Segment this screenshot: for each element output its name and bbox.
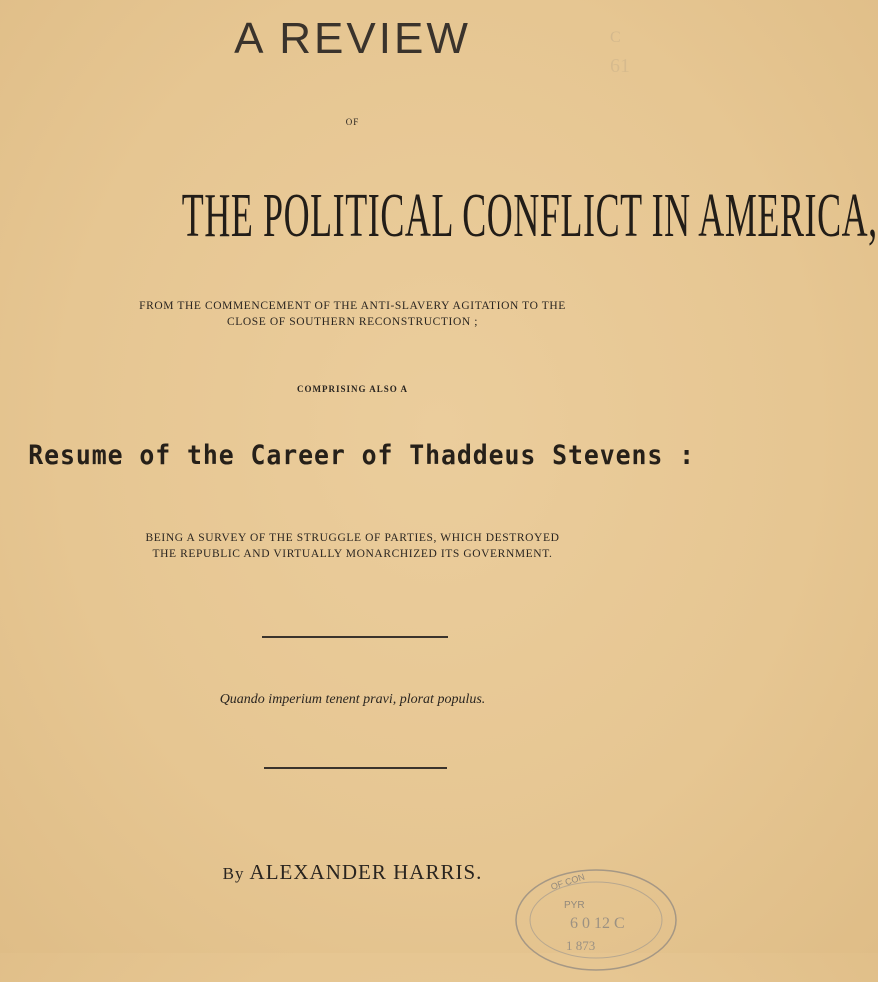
latin-motto: Quando imperium tenent pravi, plorat populus.	[219, 692, 486, 707]
author-name: ALEXANDER HARRIS.	[249, 860, 483, 884]
faded-corner-mark	[600, 20, 680, 80]
subtitle-line-1: FROM THE COMMENCEMENT OF THE ANTI-SLAVERY AGITATION TO THE	[139, 300, 566, 312]
svg-text:C: C	[610, 29, 621, 46]
divider-rule-top	[262, 636, 448, 638]
subtitle-line-2: CLOSE OF SOUTHERN RECONSTRUCTION ;	[226, 316, 479, 328]
divider-rule-bottom	[264, 767, 447, 769]
svg-text:OF CON: OF CON	[549, 871, 586, 892]
main-headline: THE POLITICAL CONFLICT IN AMERICA,	[181, 182, 878, 250]
resume-heading: Resume of the Career of Thaddeus Stevens :	[28, 440, 695, 471]
of-connector: OF	[345, 117, 360, 127]
description-line-1: BEING A SURVEY OF THE STRUGGLE OF PARTIES, WHICH DESTROYED	[145, 532, 560, 544]
description-line-2: THE REPUBLIC AND VIRTUALLY MONARCHIZED ITS GOVERNMENT.	[152, 548, 553, 560]
comprising-line: COMPRISING ALSO A	[296, 384, 409, 394]
library-stamp-seal	[504, 862, 682, 982]
author-by: By	[222, 864, 245, 883]
svg-text:PYR: PYR	[564, 900, 585, 911]
svg-text:6 0 12 C: 6 0 12 C	[570, 915, 625, 932]
title: A REVIEW	[234, 14, 471, 63]
svg-text:61: 61	[610, 55, 630, 77]
svg-text:1 873: 1 873	[566, 938, 596, 953]
